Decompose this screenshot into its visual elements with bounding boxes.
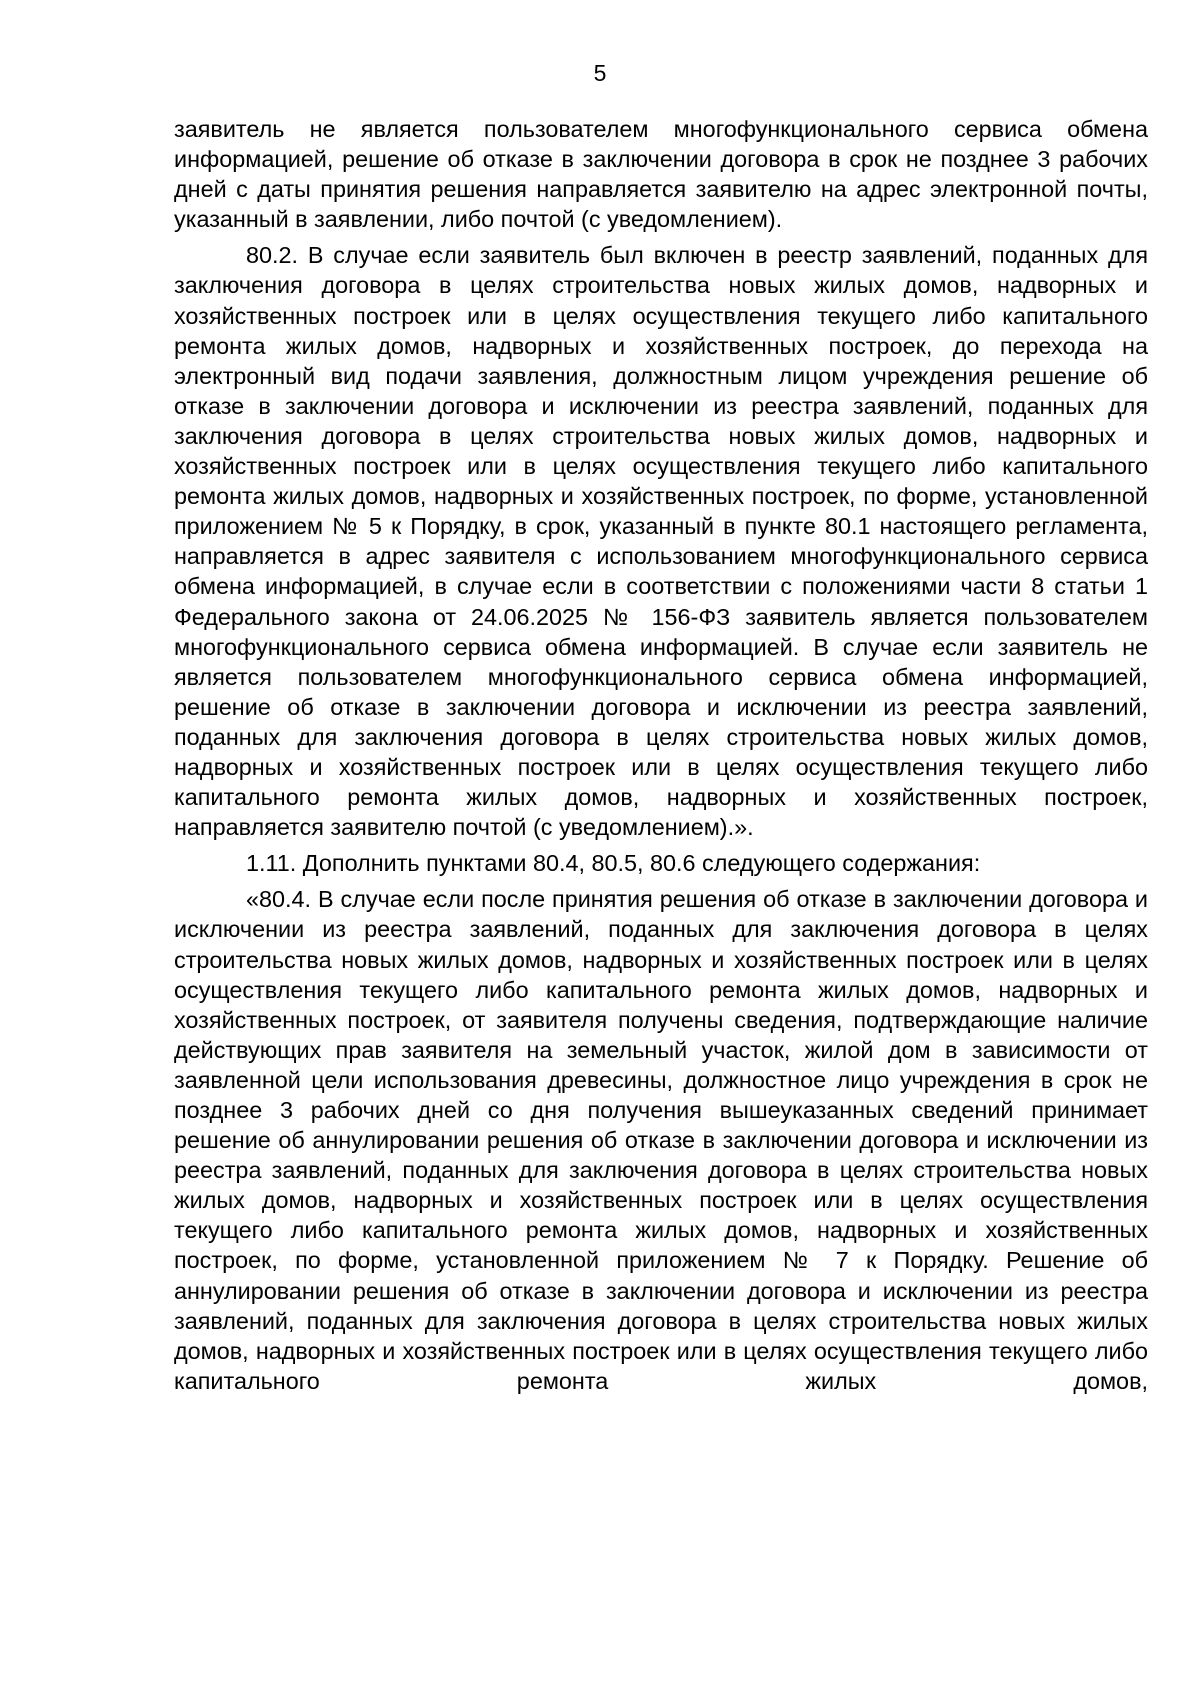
page-number: 5 — [593, 60, 607, 86]
paragraph-80-4: «80.4. В случае если после принятия решения об отказе в заключении договора и исключении из реестра заявлений, поданных для заключения договора в целях строительства новых жилых домов, надворных и хозяйственных построек или в целях осуществления текущего либо капитального ремонта жилых домов, надворных и хозяйственных построек, от заявителя получены сведения, подтверждающие наличие действующих прав заявителя на земельный участок, жилой дом в зависимости от заявленной цели использования древесины, должностное лицо учреждения в срок не позднее 3 рабочих дней со дня получения вышеуказанных сведений принимает решение об аннулировании решения об отказе в заключении договора и исключении из реестра заявлений, поданных для заключения договора в целях строительства новых жилых домов, надворных и хозяйственных построек или в целях осуществления текущего либо капитального ремонта жилых домов, надворных и хозяйственных построек, по форме, установленной приложением № 7 к Порядку. Решение об аннулировании решения об отказе в заключении договора и исключении из реестра заявлений, поданных для заключения договора в целях строительства новых жилых домов, надворных и хозяйственных построек или в целях осуществления текущего либо капитального ремонта жилых домов, — [174, 886, 1148, 1394]
paragraph-continuation: заявитель не является пользователем многофункционального сервиса обмена информацией, решение об отказе в заключении договора в срок не позднее 3 рабочих дней с даты принятия решения направляется заявителю на адрес электронной почты, указанный в заявлении, либо почтой (с уведомлением). — [174, 116, 1148, 233]
paragraph-80-2: 80.2. В случае если заявитель был включен в реестр заявлений, поданных для заключения договора в целях строительства новых жилых домов, надворных и хозяйственных построек или в целях осуществления текущего либо капитального ремонта жилых домов, надворных и хозяйственных построек, до перехода на электронный вид подачи заявления, должностным лицом учреждения решение об отказе в заключении договора и исключении из реестра заявлений, поданных для заключения договора в целях строительства новых жилых домов, надворных и хозяйственных построек или в целях осуществления текущего либо капитального ремонта жилых домов, надворных и хозяйственных построек, по форме, установленной приложением № 5 к Порядку, в срок, указанный в пункте 80.1 настоящего регламента, направляется в адрес заявителя с использованием многофункционального сервиса обмена информацией, в случае если в соответствии с положениями части 8 статьи 1 Федерального закона от 24.06.2025 № 156-ФЗ заявитель является пользователем многофункционального сервиса обмена информацией. В случае если заявитель не является пользователем многофункционального сервиса обмена информацией, решение об отказе в заключении договора и исключении из реестра заявлений, поданных для заключения договора в целях строительства новых жилых домов, надворных и хозяйственных построек или в целях осуществления текущего либо капитального ремонта жилых домов, надворных и хозяйственных построек, направляется заявителю почтой (с уведомлением).». — [174, 242, 1148, 841]
document-body — [174, 114, 1148, 1402]
paragraph-1-11: 1.11. Дополнить пунктами 80.4, 80.5, 80.6 следующего содержания: — [246, 850, 981, 877]
